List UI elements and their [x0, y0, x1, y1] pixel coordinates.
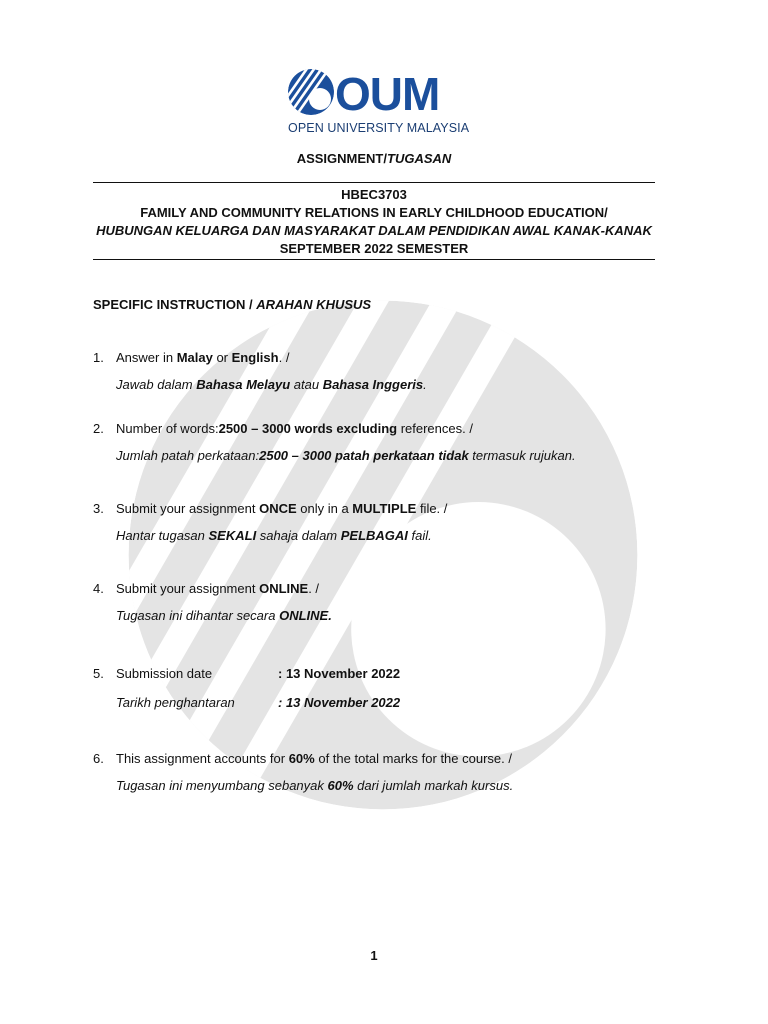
item-2-ms: Jumlah patah perkataan:2500 – 3000 patah perkataan tidak termasuk rujukan.: [116, 448, 576, 463]
submission-date-label-ms: Tarikh penghantaran: [116, 695, 235, 710]
item-number: 4.: [93, 581, 104, 596]
item-2-en: Number of words:2500 – 3000 words excluding references. /: [116, 421, 473, 436]
item-3-ms: Hantar tugasan SEKALI sahaja dalam PELBAGAI fail.: [116, 528, 432, 543]
submission-date-label: Submission date: [116, 666, 213, 681]
item-4-en: Submit your assignment ONLINE. /: [116, 581, 320, 596]
item-number: 3.: [93, 501, 104, 516]
semester: SEPTEMBER 2022 SEMESTER: [279, 241, 469, 256]
item-6-ms: Tugasan ini menyumbang sebanyak 60% dari jumlah markah kursus.: [116, 778, 514, 793]
top-rule: [93, 182, 655, 183]
submission-date-value: : 13 November 2022: [278, 666, 401, 681]
item-number: 6.: [93, 751, 104, 766]
logo-caption: OPEN UNIVERSITY MALAYSIA: [288, 121, 470, 135]
item-number: 2.: [93, 421, 104, 436]
course-code: HBEC3703: [341, 187, 407, 202]
bottom-rule: [93, 259, 655, 260]
instructions-heading: SPECIFIC INSTRUCTION / ARAHAN KHUSUS: [93, 297, 372, 312]
item-4-ms: Tugasan ini dihantar secara ONLINE.: [116, 608, 332, 623]
logo-wordmark: OUM: [335, 68, 440, 120]
oum-watermark-logo: [118, 290, 648, 820]
item-number: 1.: [93, 350, 104, 365]
item-6-en: This assignment accounts for 60% of the total marks for the course. /: [116, 751, 512, 766]
item-3-en: Submit your assignment ONCE only in a MULTIPLE file. /: [116, 501, 448, 516]
assignment-title: ASSIGNMENT/TUGASAN: [296, 151, 452, 166]
submission-date-value-ms: : 13 November 2022: [278, 695, 401, 710]
page-number: 1: [370, 948, 378, 963]
item-number: 5.: [93, 666, 104, 681]
course-title-en: FAMILY AND COMMUNITY RELATIONS IN EARLY CHILDHOOD EDUCATION/: [140, 205, 608, 220]
course-title-ms: HUBUNGAN KELUARGA DAN MASYARAKAT DALAM PENDIDIKAN AWAL KANAK-KANAK: [96, 223, 652, 238]
item-1-en: Answer in Malay or English. /: [116, 350, 290, 365]
item-1-ms: Jawab dalam Bahasa Melayu atau Bahasa Inggeris.: [116, 377, 427, 392]
